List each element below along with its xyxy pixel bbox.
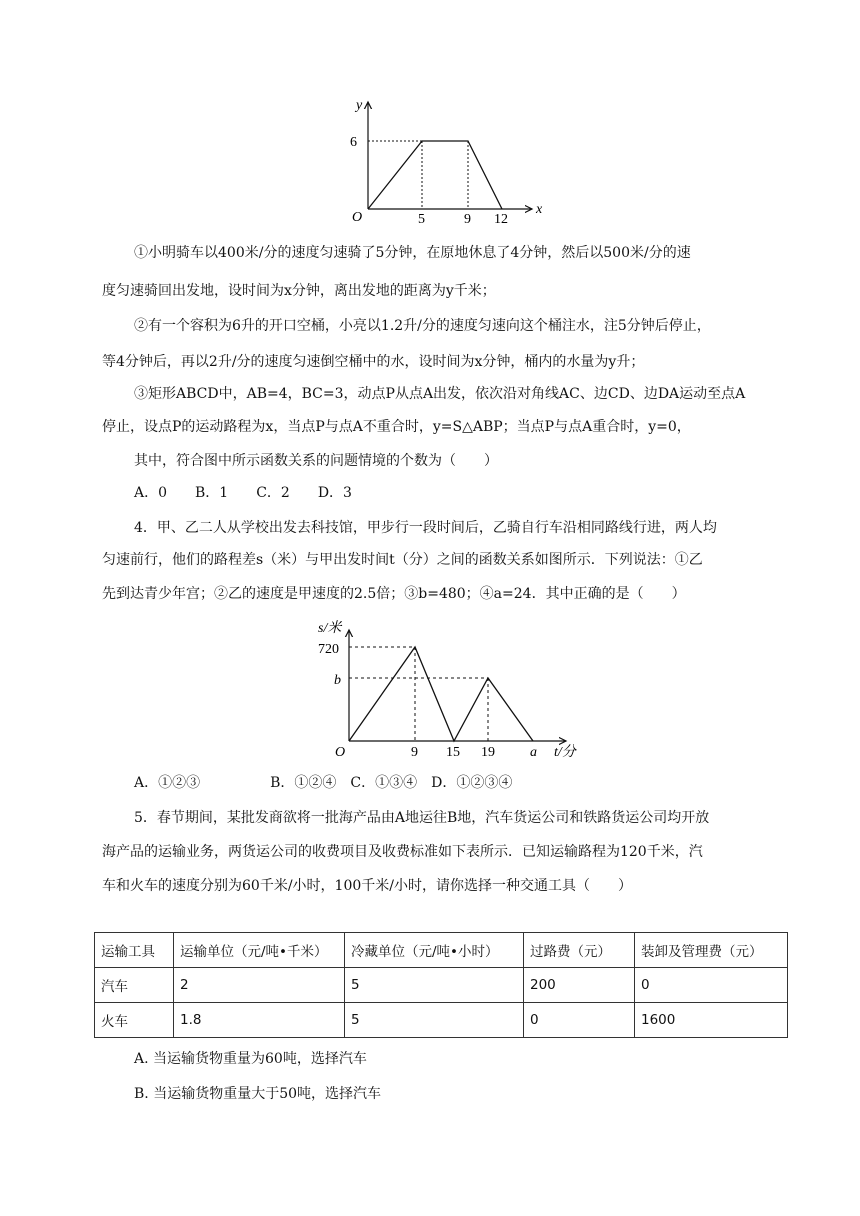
table-header-cell: 装卸及管理费（元） (635, 933, 788, 968)
q3-item3-line1: ③矩形ABCD中，AB=4，BC=3，动点P从点A出发，依次沿对角线AC、边CD、边DA运动至点A (134, 386, 746, 402)
y-tick-label: 6 (350, 135, 357, 150)
x-axis-label: x (536, 202, 543, 217)
table-cell: 汽车 (95, 968, 174, 1003)
table-row (95, 968, 788, 1003)
y-axis-label: s/米 (318, 621, 342, 636)
x-tick-label: 15 (446, 745, 460, 760)
x-axis-label: t/分 (554, 745, 576, 760)
q4-line2: 匀速前行，他们的路程差s（米）与甲出发时间t（分）之间的函数关系如图所示．下列说法：①乙 (102, 552, 703, 568)
q3-item1-line2: 度匀速骑回出发地，设时间为x分钟，离出发地的距离为y千米； (102, 283, 496, 299)
freight-table (94, 932, 788, 1038)
function-line (368, 141, 502, 209)
table-header-cell: 运输单位（元/吨•千米） (174, 933, 345, 968)
origin-label: O (335, 745, 346, 760)
x-tick-label: 19 (481, 745, 495, 760)
x-tick-label: 9 (464, 212, 471, 227)
function-line (349, 647, 533, 741)
q4-line1: 4．甲、乙二人从学校出发去科技馆，甲步行一段时间后，乙骑自行车沿相同路线行进，两人均 (134, 520, 717, 536)
q5-line1: 5．春节期间，某批发商欲将一批海产品由A地运往B地，汽车货运公司和铁路货运公司均开放 (134, 810, 710, 826)
q5-line2: 海产品的运输业务，两货运公司的收费项目及收费标准如下表所示．已知运输路程为120千米，汽 (102, 844, 703, 860)
table-cell: 2 (174, 968, 345, 1003)
table-cell: 200 (524, 968, 635, 1003)
q4-line3: 先到达青少年宫；②乙的速度是甲速度的2.5倍；③b=480；④a=24．其中正确的是（ ） (102, 586, 686, 602)
table-cell: 1.8 (174, 1003, 345, 1038)
table-header-cell: 运输工具 (95, 933, 174, 968)
q3-item2-line1: ②有一个容积为6升的开口空桶，小亮以1.2升/分的速度匀速向这个桶注水，注5分钟后停止， (134, 318, 711, 334)
x-tick-label: a (530, 745, 537, 760)
x-tick-label: 5 (418, 212, 425, 227)
table-row (95, 1003, 788, 1038)
q3-item1-line1: ①小明骑车以400米/分的速度匀速骑了5分钟，在原地休息了4分钟，然后以500米/分的速 (134, 245, 691, 261)
q5-option-a: A. 当运输货物重量为60吨，选择汽车 (134, 1051, 367, 1067)
table-header-row (95, 933, 788, 968)
figure-2-graph (304, 612, 594, 764)
y-tick-label: 720 (318, 642, 339, 657)
x-tick-label: 9 (411, 745, 418, 760)
q5-option-b: B. 当运输货物重量大于50吨，选择汽车 (134, 1086, 382, 1102)
x-tick-label: 12 (494, 212, 508, 227)
table-cell: 0 (524, 1003, 635, 1038)
figure-1-graph (330, 92, 560, 232)
table-cell: 火车 (95, 1003, 174, 1038)
table-cell: 5 (345, 968, 524, 1003)
table-cell: 5 (345, 1003, 524, 1038)
y-tick-label: b (334, 673, 341, 688)
table-cell: 0 (635, 968, 788, 1003)
origin-label: O (352, 210, 363, 225)
table-header-cell: 过路费（元） (524, 933, 635, 968)
q3-stem: 其中，符合图中所示函数关系的问题情境的个数为（ ） (134, 453, 498, 469)
q3-options: A．0 B．1 C．2 D．3 (134, 485, 352, 501)
q3-item2-line2: 等4分钟后，再以2升/分的速度匀速倒空桶中的水，设时间为x分钟，桶内的水量为y升； (102, 354, 645, 370)
y-axis-label: y (356, 98, 363, 113)
q3-item3-line2: 停止，设点P的运动路程为x，当点P与点A不重合时，y=S△ABP；当点P与点A重合时，y=0， (102, 419, 691, 435)
table-header-cell: 冷藏单位（元/吨•小时） (345, 933, 524, 968)
q4-options: A．①②③ B．①②④ C．①③④ D．①②③④ (134, 775, 513, 791)
q5-line3: 车和火车的速度分别为60千米/小时，100千米/小时，请你选择一种交通工具（ ） (102, 878, 632, 894)
table-cell: 1600 (635, 1003, 788, 1038)
